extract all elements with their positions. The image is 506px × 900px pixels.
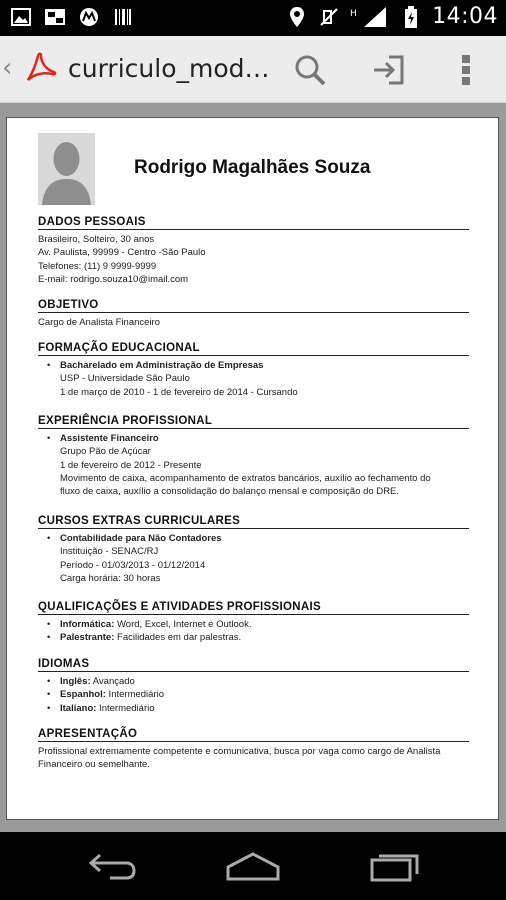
- period-line: 1 de março de 2010 - 1 de fevereiro de 2014 - Cursando: [60, 386, 298, 398]
- section-qualificacoes: [38, 601, 469, 645]
- status-bar: [0, 0, 506, 36]
- navigation-bar: [0, 832, 506, 900]
- presentation-line: Financeiro ou semelhante.: [38, 759, 150, 771]
- adobe-reader-icon[interactable]: [22, 50, 58, 86]
- section-objetivo: [38, 299, 469, 329]
- description-line: Movimento de caixa, acompanhamento de extratos bancários, auxílio ao fechamento do: [60, 472, 431, 484]
- section-heading: APRESENTAÇÃO: [38, 728, 469, 742]
- item-text: Intermediário: [105, 689, 165, 701]
- barcode-icon: [112, 6, 134, 28]
- item-text: Avançado: [90, 676, 135, 687]
- item-label: Palestrante:: [60, 632, 115, 644]
- bullet: •: [47, 619, 51, 630]
- section-cursos: [38, 515, 469, 585]
- up-navigation-icon[interactable]: ‹: [2, 53, 13, 83]
- section-heading: QUALIFICAÇÕES E ATIVIDADES PROFISSIONAIS: [38, 601, 469, 615]
- section-idiomas: [38, 658, 469, 715]
- document-viewer[interactable]: [0, 103, 506, 832]
- nationality-line: Brasileiro, Solteiro, 30 anos: [38, 234, 155, 245]
- search-icon[interactable]: [290, 50, 330, 90]
- list-item: [38, 631, 469, 644]
- list-item: [38, 618, 469, 631]
- section-formacao: [38, 342, 469, 399]
- network-type-label: H: [350, 8, 357, 19]
- bullet: •: [47, 632, 51, 644]
- bullet: •: [47, 533, 51, 544]
- job-title: Assistente Financeiro: [60, 433, 159, 444]
- section-heading: OBJETIVO: [38, 299, 469, 313]
- item-text: Word, Excel, Internet e Outlook.: [114, 619, 252, 630]
- item-label: Italiano:: [60, 702, 97, 714]
- document-title[interactable]: curriculo_mod…: [68, 54, 270, 83]
- email-line: E-mail: rodrigo.souza10@imail.com: [38, 273, 189, 285]
- list-item: [38, 688, 469, 701]
- section-heading: IDIOMAS: [38, 658, 469, 672]
- item-label: Informática:: [60, 619, 115, 630]
- location-icon: [286, 6, 308, 28]
- bullet: •: [47, 676, 51, 687]
- overflow-menu-icon[interactable]: [446, 50, 486, 90]
- list-item: [38, 532, 469, 585]
- home-icon[interactable]: [223, 846, 283, 886]
- list-item: [38, 359, 469, 399]
- institution-line: Instituição - SENAC/RJ: [60, 546, 159, 558]
- export-icon[interactable]: [368, 50, 408, 90]
- battery-icon: [400, 6, 422, 28]
- item-text: Facilidades em dar palestras.: [114, 632, 242, 644]
- section-heading: CURSOS EXTRAS CURRICULARES: [38, 515, 469, 529]
- recent-apps-icon[interactable]: [365, 846, 425, 886]
- description-line: fluxo de caixa, auxílio a consolidação do balanço mensal e composição do DRE.: [60, 486, 400, 498]
- gallery-icon: [10, 6, 32, 28]
- section-experiencia: [38, 415, 469, 498]
- section-apresentacao: [38, 728, 469, 772]
- media-icon: [44, 6, 66, 28]
- mute-icon: [318, 6, 340, 28]
- list-item: [38, 702, 469, 715]
- objective-line: Cargo de Analista Financeiro: [38, 317, 160, 328]
- list-item: [38, 675, 469, 688]
- item-label: Inglês:: [60, 676, 91, 687]
- bullet: •: [47, 433, 51, 444]
- phone-line: Telefones: (11) 9 9999-9999: [38, 260, 157, 272]
- course-title: Contabilidade para Não Contadores: [60, 533, 222, 544]
- motorola-icon: [78, 6, 100, 28]
- item-label: Espanhol:: [60, 689, 106, 701]
- section-dados-pessoais: [38, 216, 469, 286]
- hours-line: Carga horária: 30 horas: [60, 572, 161, 584]
- period-line: 1 de fevereiro de 2012 - Presente: [60, 459, 202, 471]
- bullet: •: [47, 689, 51, 701]
- institution-line: USP - Universidade São Paulo: [60, 373, 190, 385]
- candidate-name: Rodrigo Magalhães Souza: [134, 157, 371, 178]
- pdf-page[interactable]: [6, 117, 499, 820]
- item-text: Intermediário: [96, 702, 155, 714]
- clock: 14:04: [432, 4, 498, 29]
- degree-title: Bacharelado em Administração de Empresas: [60, 360, 264, 371]
- back-icon[interactable]: [82, 846, 142, 886]
- bullet: •: [47, 702, 51, 714]
- signal-icon: [350, 6, 390, 28]
- list-item: [38, 432, 469, 498]
- profile-photo: [38, 133, 95, 205]
- period-line: Período - 01/03/2013 - 01/12/2014: [60, 559, 206, 571]
- action-bar: [0, 36, 506, 103]
- bullet: •: [47, 360, 51, 371]
- address-line: Av. Paulista, 99999 - Centro -São Paulo: [38, 247, 206, 259]
- company-line: Grupo Pão de Açúcar: [60, 446, 151, 458]
- section-heading: EXPERIÊNCIA PROFISSIONAL: [38, 415, 469, 429]
- presentation-line: Profissional extremamente competente e comunicativa, busca por vaga como cargo de Analista: [38, 746, 441, 757]
- section-heading: DADOS PESSOAIS: [38, 216, 469, 230]
- section-heading: FORMAÇÃO EDUCACIONAL: [38, 342, 469, 356]
